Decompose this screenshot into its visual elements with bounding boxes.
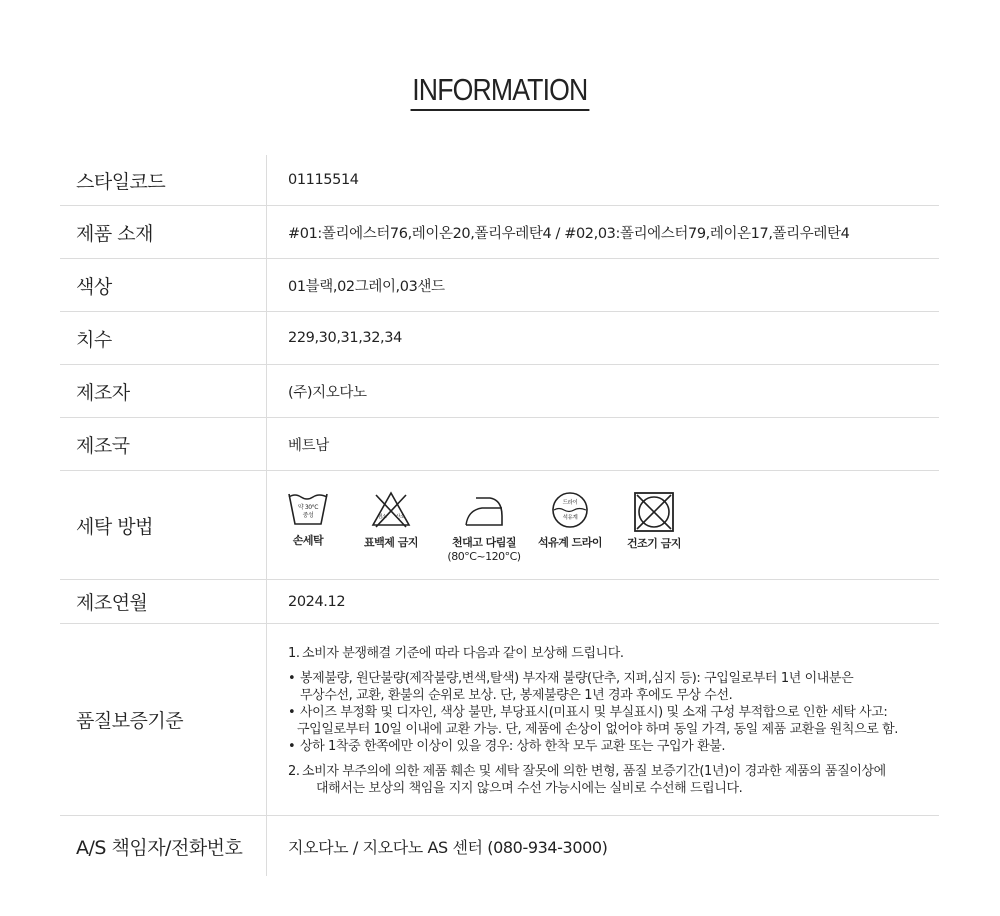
bullet-line: 상하 1착중 한쪽에만 이상이 있을 경우: 상하 한착 모두 교환 또는 구입가 환불.	[300, 738, 726, 754]
row-label: 제조국	[60, 418, 267, 470]
wash-caption	[447, 536, 520, 564]
row-quality	[60, 624, 939, 816]
hand-wash-detergent: 중성	[302, 512, 314, 519]
row-value: 2024.12	[288, 593, 346, 610]
row-label: 색상	[60, 259, 267, 311]
hand-wash-icon	[287, 490, 329, 528]
row-value: (주)지오다노	[288, 384, 367, 401]
bleach-chlorine-text: 염소	[377, 514, 387, 520]
quality-body	[288, 643, 898, 797]
wash-item-dryer	[619, 490, 689, 551]
quality-item-2	[288, 763, 898, 797]
row-value: 229,30,31,32,34	[288, 330, 402, 346]
row-label: A/S 책임자/전화번호	[60, 816, 267, 876]
info-table	[60, 155, 939, 876]
bleach-oxygen-text: 산소	[395, 514, 405, 520]
row-label: 품질보증기준	[60, 624, 267, 815]
row-color	[60, 259, 939, 312]
row-material	[60, 206, 939, 259]
wash-caption: 손세탁	[292, 534, 324, 547]
wash-item-bleach	[349, 490, 433, 550]
row-date	[60, 580, 939, 624]
row-label: 제품 소재	[60, 206, 267, 258]
row-label: 스타일코드	[60, 155, 267, 205]
bullet-line: 구입일로부터 10일 이내에 교환 가능. 단, 제품에 손상이 없어야 하며 동일 가격, 동일 제품 교환을 원칙으로 함.	[297, 721, 899, 737]
wash-icon-list	[288, 486, 689, 564]
row-value: 베트남	[288, 437, 329, 454]
wash-item-dryclean	[529, 490, 611, 550]
quality-bullet: • 상하 1착중 한쪽에만 이상이 있을 경우: 상하 한착 모두 교환 또는 구입가 환불.	[288, 738, 726, 754]
quality-bullets	[288, 670, 898, 755]
page-title	[0, 72, 1000, 111]
quality-bullet: • 봉제불량, 원단불량(제작불량,변색,탈색) 부자재 불량(단추, 지퍼,심지 등): 구입일로부터 1년 이내분은 무상수선, 교환, 환불의 순위로 보상. 단, 봉제불량은 1년 경과 후에도 무상 수선.	[288, 670, 854, 703]
row-country	[60, 418, 939, 471]
quality-bullet: • 사이즈 부정확 및 디자인, 색상 불만, 부당표시(미표시 및 부실표시) 및 소재 구성 부적합으로 인한 세탁 사고: 구입일로부터 10일 이내에 교환 가능. 단, 제품에 손상이 없어야 하며 동일 가격, 동일 제품 교환을 원칙으로 함.	[288, 704, 899, 737]
page-title-text: INFORMATION	[411, 72, 590, 111]
row-label: 치수	[60, 312, 267, 364]
quality-text-line: 대해서는 보상의 책임을 지지 않으며 수선 가능시에는 실비로 수선해 드립니다.	[316, 780, 743, 796]
row-size	[60, 312, 939, 365]
row-value: 01115514	[288, 172, 359, 188]
row-maker	[60, 365, 939, 418]
bullet-line: 무상수선, 교환, 환불의 순위로 보상. 단, 봉제불량은 1년 경과 후에도 무상 수선.	[300, 687, 733, 703]
iron-icon	[462, 490, 506, 530]
wash-caption: 건조기 금지	[627, 537, 681, 550]
row-value: 지오다노 / 지오다노 AS 센터 (080-934-3000)	[288, 837, 608, 857]
row-as	[60, 816, 939, 876]
hand-wash-temp: 약 30°C	[297, 504, 319, 511]
dryclean-top-text: 드라이	[562, 500, 578, 506]
quality-item-1	[288, 645, 898, 662]
no-tumble-dry-icon	[632, 490, 676, 534]
row-label: 제조자	[60, 365, 267, 417]
row-value: #01:폴리에스터76,레이온20,폴리우레탄4 / #02,03:폴리에스터79,레이온17,폴리우레탄4	[288, 225, 850, 242]
bullet-line: 봉제불량, 원단불량(제작불량,변색,탈색) 부자재 불량(단추, 지퍼,심지 등): 구입일로부터 1년 이내분은	[300, 670, 854, 686]
row-style-code	[60, 155, 939, 206]
wash-icons	[267, 471, 939, 579]
wash-item-iron	[439, 490, 529, 564]
quality-text-line: 소비자 부주의에 의한 제품 훼손 및 세탁 잘못에 의한 변형, 품질 보증기간(1년)이 경과한 제품의 품질이상에	[302, 763, 886, 779]
quality-text	[267, 624, 939, 815]
row-label: 제조연월	[60, 580, 267, 623]
row-wash	[60, 471, 939, 580]
wash-caption: 석유계 드라이	[537, 536, 603, 549]
dry-clean-petroleum-icon	[548, 490, 592, 530]
wash-item-hand	[283, 490, 333, 548]
row-label: 세탁 방법	[60, 471, 267, 579]
iron-caption-temp: (80°C~120°C)	[447, 550, 521, 563]
iron-caption-main: 천대고 다림질	[451, 536, 517, 549]
quality-num: 2.	[288, 763, 300, 779]
no-bleach-icon	[370, 490, 412, 530]
quality-num: 1.	[288, 645, 300, 661]
dryclean-bottom-text: 석유계	[562, 515, 578, 521]
quality-text-line: 소비자 분쟁해결 기준에 따라 다음과 같이 보상해 드립니다.	[302, 645, 624, 661]
wash-caption: 표백제 금지	[364, 536, 418, 549]
row-value: 01블랙,02그레이,03샌드	[288, 278, 445, 295]
bullet-line: 사이즈 부정확 및 디자인, 색상 불만, 부당표시(미표시 및 부실표시) 및 소재 구성 부적합으로 인한 세탁 사고:	[300, 704, 888, 720]
